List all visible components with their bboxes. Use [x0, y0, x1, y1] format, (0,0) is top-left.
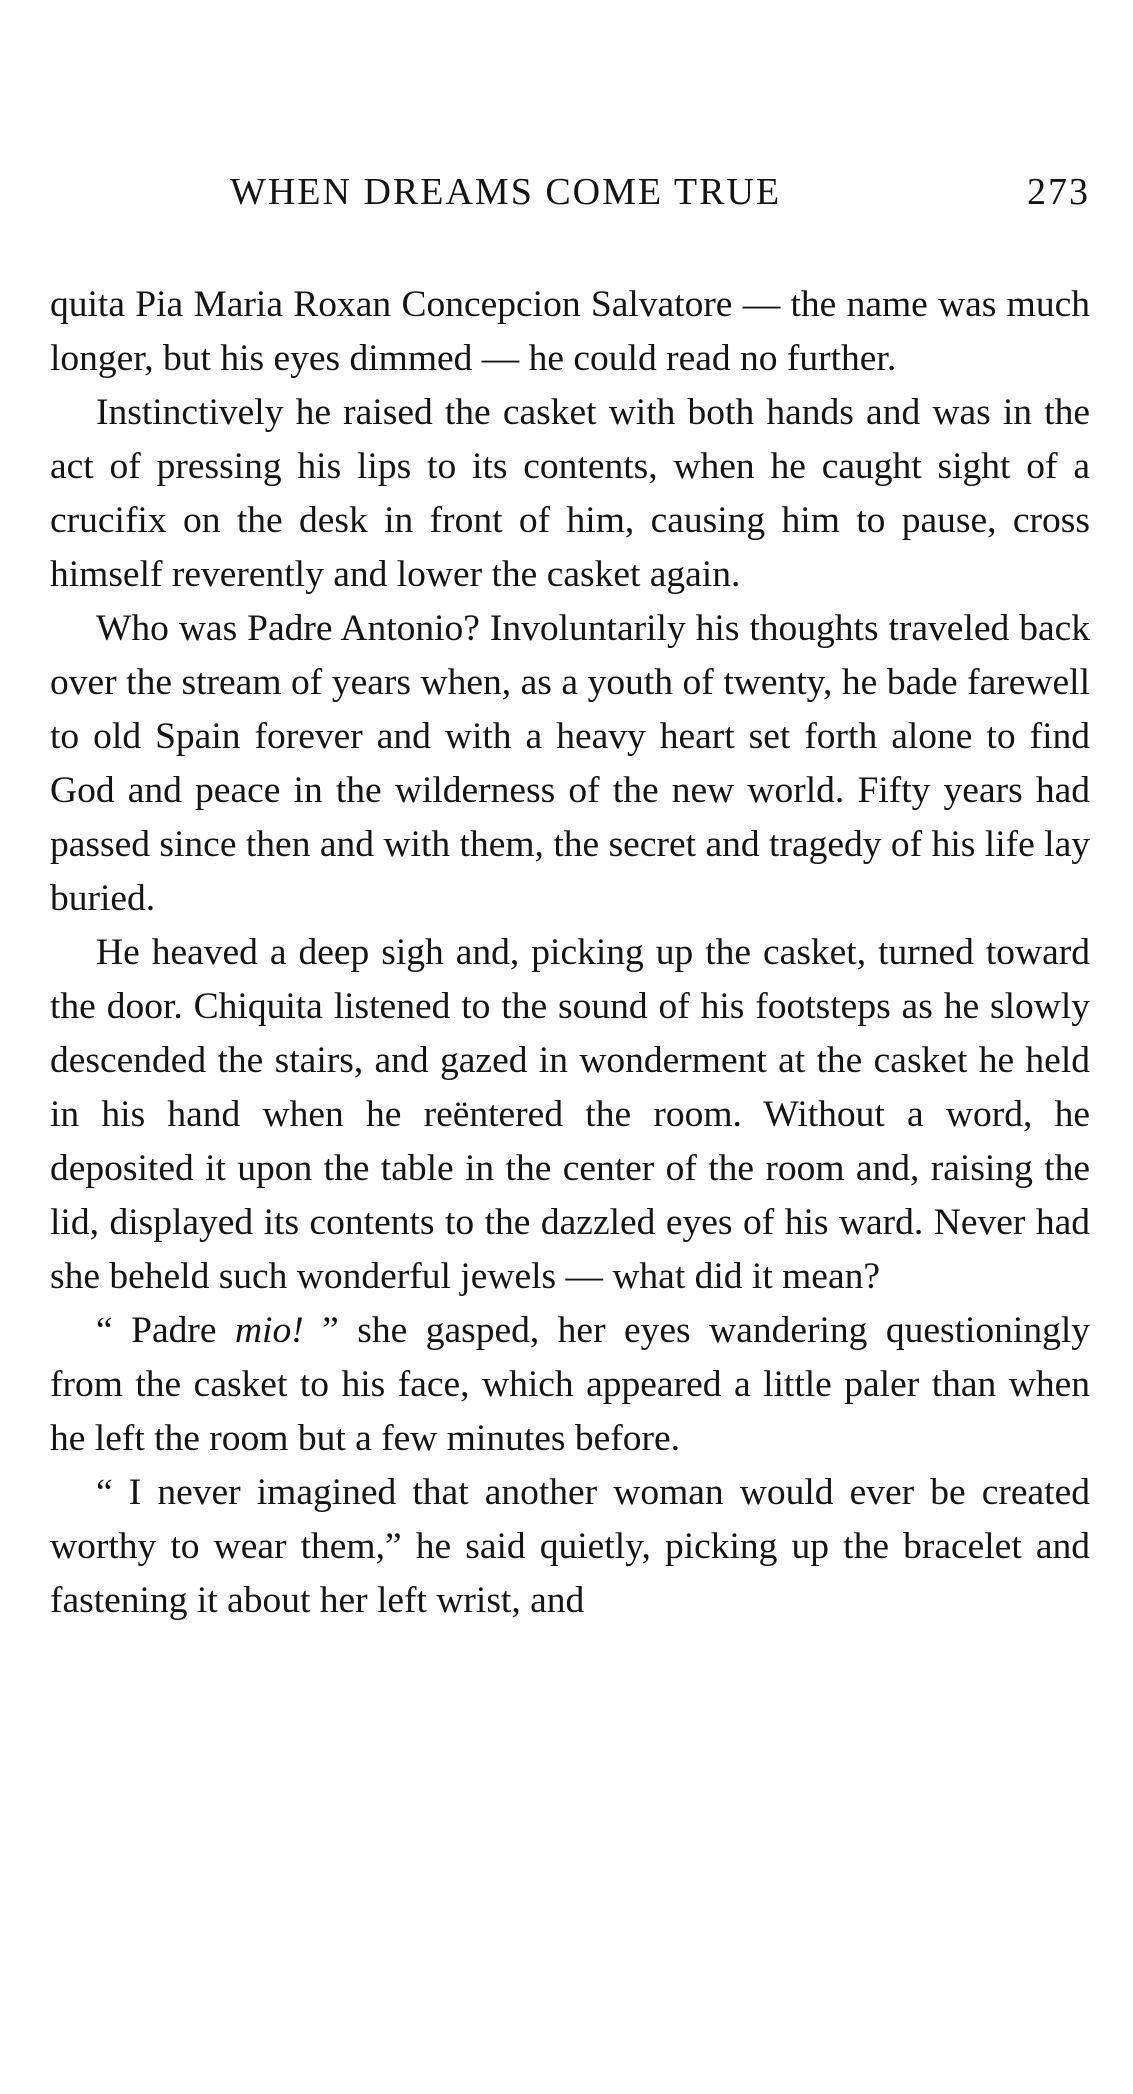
italic-text: mio!: [234, 1310, 304, 1351]
paragraph-text: “ Padre: [96, 1310, 235, 1351]
running-head: [50, 170, 1090, 230]
paragraph: [50, 1304, 1090, 1466]
paragraph: Instinctively he raised the casket with both hands and was in the act of pressing his lips to its contents, when he caught sight of a crucifix on the desk in front of him, causing him to pause, cross himself reverently and lower the casket again.: [50, 392, 1090, 595]
paragraph: He heaved a deep sigh and, picking up the casket, turned toward the door. Chiquita listened to the sound of his footsteps as he slowly descended the stairs, and gazed in wonderment at the casket he held in his hand when he reëntered the room. Without a word, he deposited it upon the table in the center of the room and, raising the lid, displayed its contents to the dazzled eyes of his ward. Never had she beheld such wonderful jewels — what did it mean?: [50, 932, 1090, 1297]
paragraph-text: ” she gasped, her eyes wandering questioningly from the casket to his face, which appeared a little paler than when he left the room but a few minutes before.: [50, 1310, 1091, 1459]
book-page: [50, 170, 1090, 1628]
page-number: 273: [1027, 171, 1090, 213]
paragraph: Who was Padre Antonio? Involuntarily his thoughts traveled back over the stream of years when, as a youth of twenty, he bade farewell to old Spain forever and with a heavy heart set forth alone to find God and peace in the wilderness of the new world. Fifty years had passed since then and with them, the secret and tragedy of his life lay buried.: [50, 608, 1090, 919]
paragraph: quita Pia Maria Roxan Concepcion Salvatore — the name was much longer, but his eyes dimmed — he could read no further.: [50, 284, 1090, 379]
running-title: WHEN DREAMS COME TRUE: [230, 171, 782, 213]
paragraph: “ I never imagined that another woman would ever be created worthy to wear them,” he said quietly, picking up the bracelet and fastening it about her left wrist, and: [50, 1472, 1090, 1621]
body-text: [50, 278, 1090, 1628]
